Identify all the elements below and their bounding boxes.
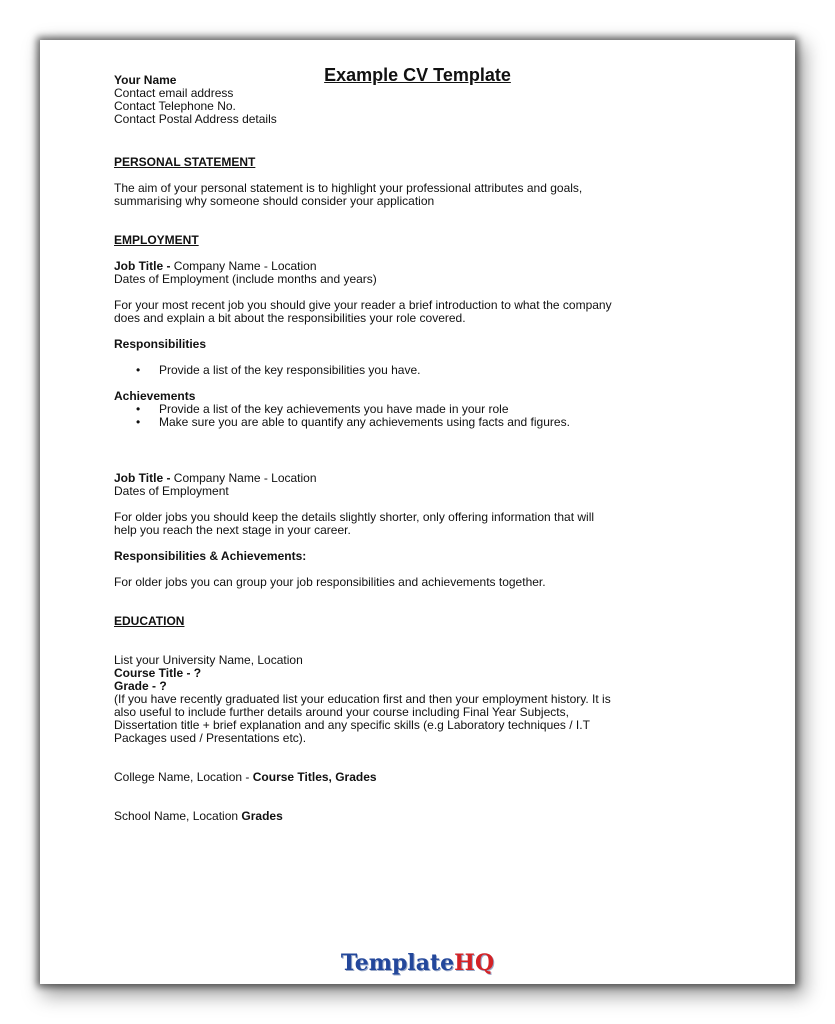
college-line: College Name, Location - Course Titles, Grades: [114, 770, 377, 784]
job1-dates: Dates of Employment (include months and years): [114, 272, 377, 286]
job-company: Company Name - Location: [170, 259, 317, 273]
templatehq-logo: [0, 948, 835, 978]
personal-statement-heading: PERSONAL STATEMENT: [114, 155, 256, 169]
job-title-label: Job Title -: [114, 259, 171, 273]
contact-postal: Contact Postal Address details: [114, 112, 277, 126]
employment-heading: EMPLOYMENT: [114, 233, 199, 247]
bullet-icon: •: [136, 415, 141, 429]
your-name: Your Name: [114, 73, 177, 87]
course-title: Course Title - ?: [114, 666, 202, 680]
education-note: (If you have recently graduated list your education first and then your employment history. It is: [114, 692, 611, 706]
job1-description: For your most recent job you should give your reader a brief introduction to what the company: [114, 298, 612, 312]
contact-phone: Contact Telephone No.: [114, 99, 236, 113]
education-note: Packages used / Presentations etc).: [114, 731, 307, 745]
job1-description: does and explain a bit about the responsibilities your role covered.: [114, 311, 466, 325]
list-item: • Provide a list of the key responsibilities you have.: [136, 363, 421, 377]
bullet-icon: •: [136, 402, 141, 416]
job2-dates: Dates of Employment: [114, 484, 229, 498]
university-line: List your University Name, Location: [114, 653, 303, 667]
education-note: also useful to include further details around your course including Final Year Subjects,: [114, 705, 569, 719]
job2-description: help you reach the next stage in your career.: [114, 523, 351, 537]
logo-part-template: Template: [340, 950, 455, 976]
cv-body: [114, 62, 674, 823]
responsibilities-heading: Responsibilities: [114, 337, 207, 351]
logo-part-hq: HQ: [454, 950, 495, 976]
responsibilities-achievements-text: For older jobs you can group your job responsibilities and achievements together.: [114, 575, 546, 589]
job2-description: For older jobs you should keep the details slightly shorter, only offering information that will: [114, 510, 595, 524]
bullet-icon: •: [136, 363, 141, 377]
personal-statement-line: The aim of your personal statement is to highlight your professional attributes and goals,: [114, 181, 583, 195]
grade: Grade - ?: [114, 679, 167, 693]
responsibilities-achievements-heading: Responsibilities & Achievements:: [114, 549, 307, 563]
achievements-heading: Achievements: [114, 389, 196, 403]
job-company: Company Name - Location: [170, 471, 317, 485]
education-heading: EDUCATION: [114, 614, 185, 628]
list-item: • Make sure you are able to quantify any achievements using facts and figures.: [136, 415, 570, 429]
list-item: • Provide a list of the key achievements you have made in your role: [136, 402, 509, 416]
personal-statement-line: summarising why someone should consider your application: [114, 194, 435, 208]
job-title-label: Job Title -: [114, 471, 171, 485]
contact-email: Contact email address: [114, 86, 234, 100]
education-note: Dissertation title + brief explanation and any specific skills (e.g Laboratory techniques / I.T: [114, 718, 590, 732]
school-line: School Name, Location Grades: [114, 809, 283, 823]
page-title: Example CV Template: [324, 65, 511, 85]
